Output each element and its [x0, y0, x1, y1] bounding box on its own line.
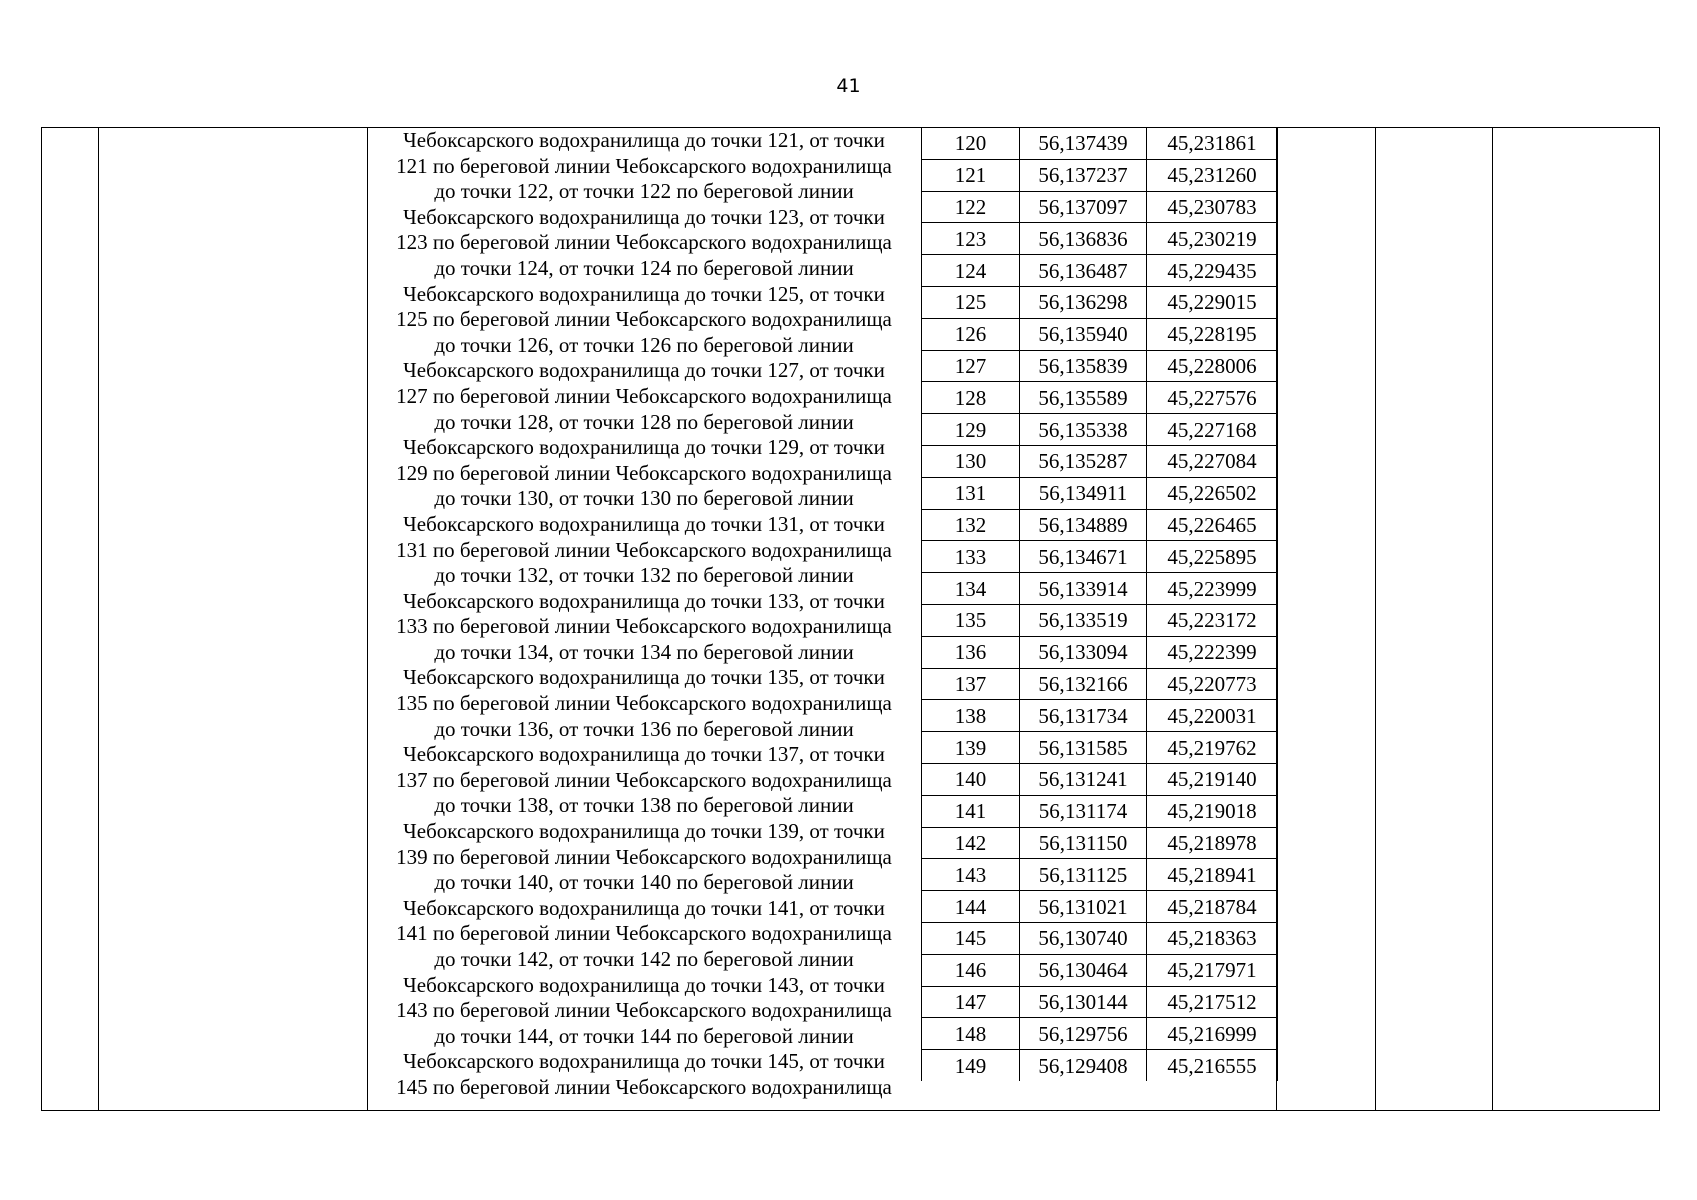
table-row [922, 382, 1278, 414]
table-row [922, 191, 1278, 223]
description-line: до точки 128, от точки 128 по береговой линии [434, 409, 854, 434]
point-number: 149 [922, 1050, 1020, 1081]
column-divider [98, 128, 99, 1110]
description-line: 135 по береговой линии Чебоксарского водохранилища [396, 691, 892, 716]
description-line: 129 по береговой линии Чебоксарского водохранилища [396, 460, 892, 485]
point-number: 141 [922, 795, 1020, 827]
description-line: до точки 138, от точки 138 по береговой линии [434, 793, 854, 818]
point-number: 120 [922, 128, 1020, 159]
description-line: до точки 142, от точки 142 по береговой линии [434, 947, 854, 971]
longitude-cell: 45,218941 [1147, 859, 1278, 891]
description-line: до точки 132, от точки 132 по береговой линии [434, 563, 854, 588]
table-row [922, 795, 1278, 827]
column-divider [1492, 128, 1493, 1110]
page-number: 41 [836, 75, 861, 97]
point-number: 142 [922, 827, 1020, 859]
point-number: 130 [922, 445, 1020, 477]
table-row [922, 986, 1278, 1018]
coordinates-table [921, 128, 1278, 1081]
longitude-cell: 45,219018 [1147, 795, 1278, 827]
table-row [922, 700, 1278, 732]
latitude-cell: 56,134911 [1020, 477, 1147, 509]
latitude-cell: 56,131174 [1020, 795, 1147, 827]
table-row [922, 604, 1278, 636]
table-row [922, 827, 1278, 859]
latitude-cell: 56,134671 [1020, 541, 1147, 573]
description-line: 131 по береговой линии Чебоксарского водохранилища [396, 537, 892, 562]
point-number: 122 [922, 191, 1020, 223]
description-line: Чебоксарского водохранилища до точки 135, от точки [403, 665, 885, 690]
description-line: 127 по береговой линии Чебоксарского водохранилища [396, 383, 892, 408]
point-number: 133 [922, 541, 1020, 573]
point-number: 134 [922, 573, 1020, 605]
description-line: до точки 134, от точки 134 по береговой линии [434, 639, 854, 664]
point-number: 124 [922, 255, 1020, 287]
description-line: 121 по береговой линии Чебоксарского водохранилища [396, 153, 892, 178]
point-number: 137 [922, 668, 1020, 700]
description-line: Чебоксарского водохранилища до точки 127, от точки [403, 358, 885, 383]
description-line: 145 по береговой линии Чебоксарского водохранилища [396, 1074, 892, 1099]
longitude-cell: 45,220031 [1147, 700, 1278, 732]
table-row [922, 350, 1278, 382]
longitude-cell: 45,223172 [1147, 604, 1278, 636]
point-number: 127 [922, 350, 1020, 382]
point-number: 126 [922, 318, 1020, 350]
longitude-cell: 45,226465 [1147, 509, 1278, 541]
description-line: 133 по береговой линии Чебоксарского водохранилища [396, 614, 892, 639]
point-number: 145 [922, 922, 1020, 954]
latitude-cell: 56,136487 [1020, 255, 1147, 287]
description-line: 141 по береговой линии Чебоксарского водохранилища [396, 921, 892, 946]
table-row [922, 891, 1278, 923]
table-row [922, 1050, 1278, 1081]
description-line: 125 по береговой линии Чебоксарского водохранилища [396, 307, 892, 332]
longitude-cell: 45,223999 [1147, 573, 1278, 605]
point-number: 132 [922, 509, 1020, 541]
latitude-cell: 56,129408 [1020, 1050, 1147, 1081]
point-number: 121 [922, 159, 1020, 191]
longitude-cell: 45,228006 [1147, 350, 1278, 382]
point-number: 143 [922, 859, 1020, 891]
latitude-cell: 56,130144 [1020, 986, 1147, 1018]
table-row [922, 159, 1278, 191]
point-number: 125 [922, 286, 1020, 318]
table-row [922, 128, 1278, 159]
table-row [922, 414, 1278, 446]
description-line: до точки 144, от точки 144 по береговой линии [434, 1023, 854, 1048]
point-number: 128 [922, 382, 1020, 414]
table-row [922, 573, 1278, 605]
longitude-cell: 45,230783 [1147, 191, 1278, 223]
description-line: Чебоксарского водохранилища до точки 133, от точки [403, 588, 885, 613]
point-number: 129 [922, 414, 1020, 446]
table-row [922, 223, 1278, 255]
longitude-cell: 45,216555 [1147, 1050, 1278, 1081]
latitude-cell: 56,134889 [1020, 509, 1147, 541]
table-row [922, 668, 1278, 700]
table-row [922, 445, 1278, 477]
latitude-cell: 56,137237 [1020, 159, 1147, 191]
boundary-description [367, 128, 921, 1112]
table-row [922, 286, 1278, 318]
description-line: Чебоксарского водохранилища до точки 145, от точки [403, 1049, 885, 1074]
latitude-cell: 56,129756 [1020, 1018, 1147, 1050]
longitude-cell: 45,222399 [1147, 636, 1278, 668]
description-line: Чебоксарского водохранилища до точки 121, от точки [403, 128, 885, 152]
point-number: 139 [922, 732, 1020, 764]
longitude-cell: 45,229015 [1147, 286, 1278, 318]
longitude-cell: 45,220773 [1147, 668, 1278, 700]
longitude-cell: 45,229435 [1147, 255, 1278, 287]
point-number: 140 [922, 763, 1020, 795]
description-line: до точки 122, от точки 122 по береговой линии [434, 179, 854, 204]
document-table [41, 127, 1660, 1111]
latitude-cell: 56,136298 [1020, 286, 1147, 318]
longitude-cell: 45,227576 [1147, 382, 1278, 414]
description-line: Чебоксарского водохранилища до точки 137, от точки [403, 742, 885, 767]
description-line: 139 по береговой линии Чебоксарского водохранилища [396, 844, 892, 869]
longitude-cell: 45,230219 [1147, 223, 1278, 255]
table-row [922, 859, 1278, 891]
latitude-cell: 56,131021 [1020, 891, 1147, 923]
table-row [922, 1018, 1278, 1050]
latitude-cell: 56,133914 [1020, 573, 1147, 605]
latitude-cell: 56,131150 [1020, 827, 1147, 859]
description-line: 143 по береговой линии Чебоксарского водохранилища [396, 998, 892, 1023]
longitude-cell: 45,226502 [1147, 477, 1278, 509]
longitude-cell: 45,217512 [1147, 986, 1278, 1018]
table-row [922, 541, 1278, 573]
longitude-cell: 45,219762 [1147, 732, 1278, 764]
latitude-cell: 56,130740 [1020, 922, 1147, 954]
table-row [922, 509, 1278, 541]
description-line: до точки 136, от точки 136 по береговой линии [434, 716, 854, 741]
description-line: 123 по береговой линии Чебоксарского водохранилища [396, 230, 892, 255]
longitude-cell: 45,219140 [1147, 763, 1278, 795]
point-number: 138 [922, 700, 1020, 732]
description-line: 137 по береговой линии Чебоксарского водохранилища [396, 767, 892, 792]
longitude-cell: 45,231861 [1147, 128, 1278, 159]
longitude-cell: 45,217971 [1147, 954, 1278, 986]
description-line: до точки 124, от точки 124 по береговой линии [434, 255, 854, 280]
latitude-cell: 56,135940 [1020, 318, 1147, 350]
description-line: Чебоксарского водохранилища до точки 131, от точки [403, 511, 885, 536]
latitude-cell: 56,135839 [1020, 350, 1147, 382]
latitude-cell: 56,135338 [1020, 414, 1147, 446]
latitude-cell: 56,132166 [1020, 668, 1147, 700]
latitude-cell: 56,135589 [1020, 382, 1147, 414]
longitude-cell: 45,216999 [1147, 1018, 1278, 1050]
point-number: 131 [922, 477, 1020, 509]
description-line: Чебоксарского водохранилища до точки 139, от точки [403, 819, 885, 844]
longitude-cell: 45,218978 [1147, 827, 1278, 859]
latitude-cell: 56,133094 [1020, 636, 1147, 668]
description-line: Чебоксарского водохранилища до точки 143, от точки [403, 972, 885, 997]
description-line: до точки 140, от точки 140 по береговой линии [434, 870, 854, 895]
longitude-cell: 45,225895 [1147, 541, 1278, 573]
latitude-cell: 56,136836 [1020, 223, 1147, 255]
table-row [922, 732, 1278, 764]
table-row [922, 922, 1278, 954]
longitude-cell: 45,218363 [1147, 922, 1278, 954]
latitude-cell: 56,137439 [1020, 128, 1147, 159]
longitude-cell: 45,227084 [1147, 445, 1278, 477]
description-line: Чебоксарского водохранилища до точки 141, от точки [403, 895, 885, 920]
point-number: 148 [922, 1018, 1020, 1050]
point-number: 123 [922, 223, 1020, 255]
latitude-cell: 56,137097 [1020, 191, 1147, 223]
description-line: Чебоксарского водохранилища до точки 123, от точки [403, 204, 885, 229]
description-line: Чебоксарского водохранилища до точки 129, от точки [403, 435, 885, 460]
table-row [922, 636, 1278, 668]
description-line: Чебоксарского водохранилища до точки 125, от точки [403, 281, 885, 306]
longitude-cell: 45,231260 [1147, 159, 1278, 191]
longitude-cell: 45,228195 [1147, 318, 1278, 350]
latitude-cell: 56,131585 [1020, 732, 1147, 764]
latitude-cell: 56,131125 [1020, 859, 1147, 891]
table-row [922, 318, 1278, 350]
latitude-cell: 56,133519 [1020, 604, 1147, 636]
point-number: 147 [922, 986, 1020, 1018]
point-number: 144 [922, 891, 1020, 923]
latitude-cell: 56,130464 [1020, 954, 1147, 986]
description-line: до точки 130, от точки 130 по береговой линии [434, 486, 854, 511]
point-number: 136 [922, 636, 1020, 668]
table-row [922, 477, 1278, 509]
latitude-cell: 56,131734 [1020, 700, 1147, 732]
latitude-cell: 56,131241 [1020, 763, 1147, 795]
longitude-cell: 45,218784 [1147, 891, 1278, 923]
description-line: до точки 126, от точки 126 по береговой линии [434, 332, 854, 357]
column-divider [1375, 128, 1376, 1110]
table-row [922, 255, 1278, 287]
point-number: 135 [922, 604, 1020, 636]
point-number: 146 [922, 954, 1020, 986]
latitude-cell: 56,135287 [1020, 445, 1147, 477]
table-row [922, 763, 1278, 795]
table-row [922, 954, 1278, 986]
longitude-cell: 45,227168 [1147, 414, 1278, 446]
